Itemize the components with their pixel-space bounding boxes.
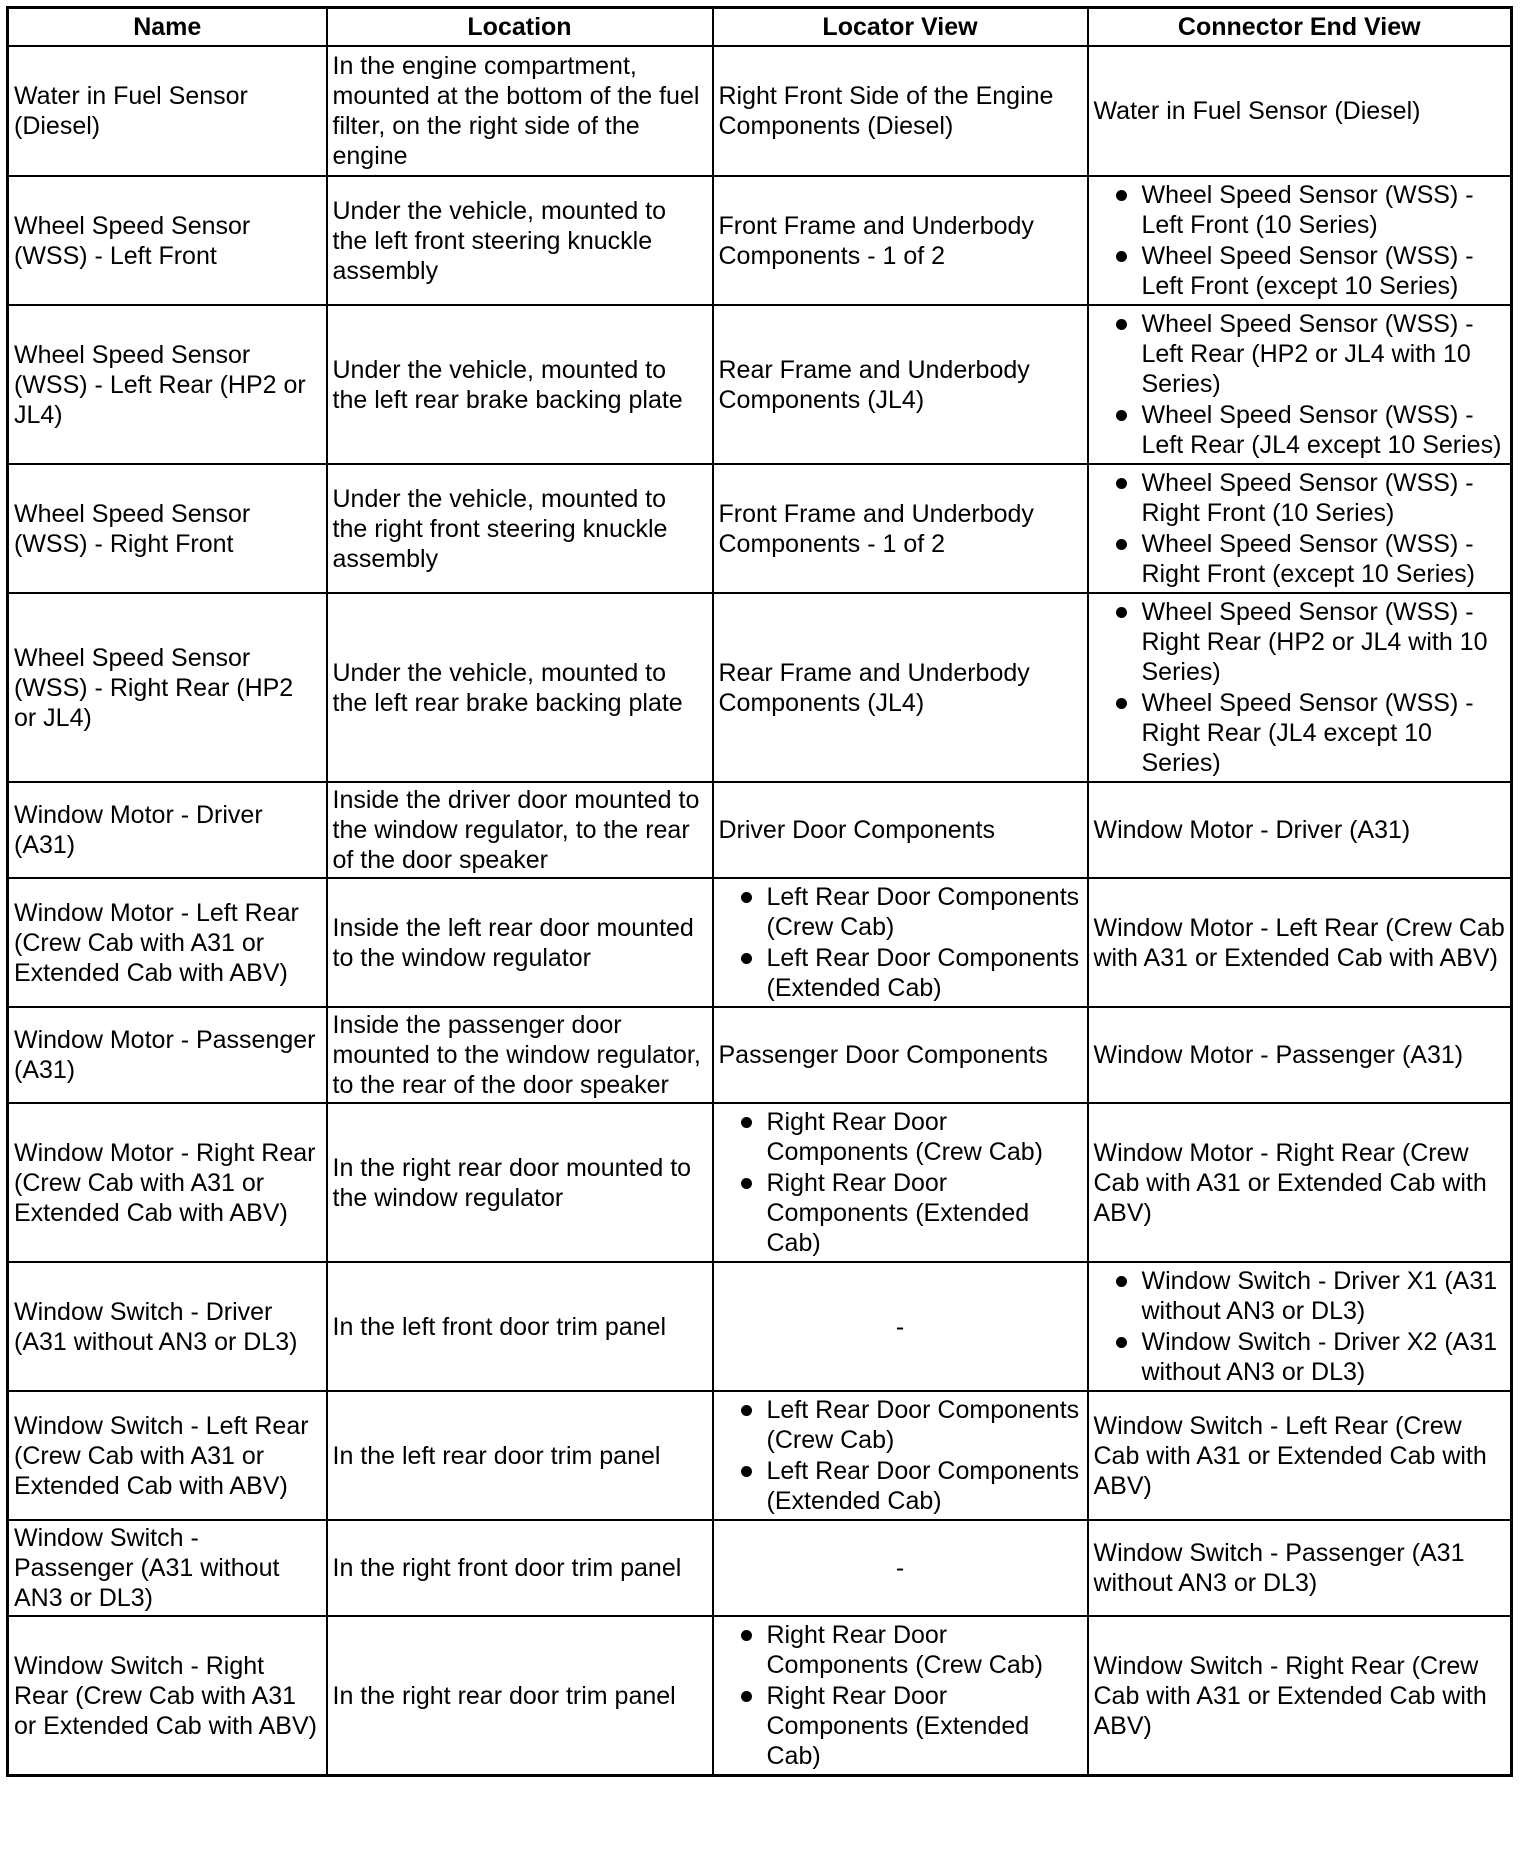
list-item: Wheel Speed Sensor (WSS) - Right Rear (HP2 or JL4 with 10 Series) [1094, 597, 1506, 687]
cell-connector-end-view: Window Switch - Passenger (A31 without AN3 or DL3) [1088, 1520, 1512, 1616]
list-item: Wheel Speed Sensor (WSS) - Right Front (10 Series) [1094, 468, 1506, 528]
table-row [8, 464, 1512, 593]
cell-connector-end-view-list [1094, 597, 1506, 778]
table-row [8, 305, 1512, 464]
cell-location: Inside the passenger door mounted to the window regulator, to the rear of the door speaker [327, 1007, 713, 1103]
list-item: Left Rear Door Components (Extended Cab) [719, 1456, 1082, 1516]
cell-connector-end-view [1088, 464, 1512, 593]
cell-name: Water in Fuel Sensor (Diesel) [8, 46, 327, 176]
list-item: Window Switch - Driver X2 (A31 without AN3 or DL3) [1094, 1327, 1506, 1387]
cell-location: Under the vehicle, mounted to the left front steering knuckle assembly [327, 176, 713, 305]
table-row [8, 1391, 1512, 1520]
component-locator-table [6, 6, 1513, 1777]
cell-locator-view: Rear Frame and Underbody Components (JL4) [713, 593, 1088, 782]
list-item: Wheel Speed Sensor (WSS) - Left Rear (JL4 except 10 Series) [1094, 400, 1506, 460]
cell-locator-view-list [719, 882, 1082, 1003]
list-item: Right Rear Door Components (Extended Cab) [719, 1168, 1082, 1258]
cell-location: Inside the left rear door mounted to the window regulator [327, 878, 713, 1007]
cell-name: Window Motor - Passenger (A31) [8, 1007, 327, 1103]
cell-location: Under the vehicle, mounted to the right front steering knuckle assembly [327, 464, 713, 593]
cell-location: Inside the driver door mounted to the window regulator, to the rear of the door speaker [327, 782, 713, 878]
cell-name: Window Motor - Driver (A31) [8, 782, 327, 878]
table-row [8, 593, 1512, 782]
cell-locator-view: - [713, 1262, 1088, 1391]
cell-name: Wheel Speed Sensor (WSS) - Left Rear (HP2 or JL4) [8, 305, 327, 464]
header-connector-end-view: Connector End View [1088, 8, 1512, 47]
cell-locator-view-list [719, 1395, 1082, 1516]
list-item: Left Rear Door Components (Crew Cab) [719, 882, 1082, 942]
cell-locator-view-list [719, 1620, 1082, 1771]
cell-locator-view: Driver Door Components [713, 782, 1088, 878]
table-row [8, 176, 1512, 305]
cell-locator-view: Right Front Side of the Engine Components (Diesel) [713, 46, 1088, 176]
cell-connector-end-view-list [1094, 180, 1506, 301]
table-row [8, 46, 1512, 176]
cell-name: Window Switch - Passenger (A31 without AN3 or DL3) [8, 1520, 327, 1616]
cell-name: Wheel Speed Sensor (WSS) - Right Front [8, 464, 327, 593]
cell-locator-view [713, 1616, 1088, 1776]
header-name: Name [8, 8, 327, 47]
cell-locator-view: Passenger Door Components [713, 1007, 1088, 1103]
cell-name: Wheel Speed Sensor (WSS) - Left Front [8, 176, 327, 305]
cell-location: Under the vehicle, mounted to the left rear brake backing plate [327, 305, 713, 464]
table-body [8, 46, 1512, 1776]
list-item: Right Rear Door Components (Crew Cab) [719, 1620, 1082, 1680]
cell-connector-end-view: Water in Fuel Sensor (Diesel) [1088, 46, 1512, 176]
list-item: Right Rear Door Components (Extended Cab) [719, 1681, 1082, 1771]
component-locator-table-wrapper [6, 6, 1510, 1777]
cell-location: In the right rear door trim panel [327, 1616, 713, 1776]
header-locator-view: Locator View [713, 8, 1088, 47]
table-row [8, 1262, 1512, 1391]
cell-location: In the right front door trim panel [327, 1520, 713, 1616]
cell-locator-view [713, 878, 1088, 1007]
cell-connector-end-view: Window Switch - Left Rear (Crew Cab with A31 or Extended Cab with ABV) [1088, 1391, 1512, 1520]
cell-locator-view: - [713, 1520, 1088, 1616]
cell-name: Wheel Speed Sensor (WSS) - Right Rear (HP2 or JL4) [8, 593, 327, 782]
cell-name: Window Motor - Right Rear (Crew Cab with A31 or Extended Cab with ABV) [8, 1103, 327, 1262]
cell-location: In the left rear door trim panel [327, 1391, 713, 1520]
header-location: Location [327, 8, 713, 47]
cell-connector-end-view: Window Motor - Passenger (A31) [1088, 1007, 1512, 1103]
list-item: Wheel Speed Sensor (WSS) - Left Front (10 Series) [1094, 180, 1506, 240]
cell-connector-end-view [1088, 176, 1512, 305]
cell-locator-view: Rear Frame and Underbody Components (JL4) [713, 305, 1088, 464]
cell-locator-view [713, 1103, 1088, 1262]
cell-connector-end-view: Window Motor - Left Rear (Crew Cab with A31 or Extended Cab with ABV) [1088, 878, 1512, 1007]
cell-location: Under the vehicle, mounted to the left rear brake backing plate [327, 593, 713, 782]
cell-connector-end-view [1088, 593, 1512, 782]
cell-location: In the engine compartment, mounted at the bottom of the fuel filter, on the right side of the engine [327, 46, 713, 176]
cell-connector-end-view-list [1094, 309, 1506, 460]
table-row [8, 1520, 1512, 1616]
cell-locator-view [713, 1391, 1088, 1520]
cell-connector-end-view: Window Motor - Right Rear (Crew Cab with A31 or Extended Cab with ABV) [1088, 1103, 1512, 1262]
list-item: Wheel Speed Sensor (WSS) - Left Rear (HP2 or JL4 with 10 Series) [1094, 309, 1506, 399]
cell-name: Window Switch - Right Rear (Crew Cab with A31 or Extended Cab with ABV) [8, 1616, 327, 1776]
list-item: Wheel Speed Sensor (WSS) - Right Front (except 10 Series) [1094, 529, 1506, 589]
table-row [8, 782, 1512, 878]
cell-connector-end-view-list [1094, 468, 1506, 589]
table-row [8, 1007, 1512, 1103]
list-item: Wheel Speed Sensor (WSS) - Left Front (except 10 Series) [1094, 241, 1506, 301]
list-item: Left Rear Door Components (Extended Cab) [719, 943, 1082, 1003]
cell-location: In the left front door trim panel [327, 1262, 713, 1391]
table-row [8, 1616, 1512, 1776]
cell-connector-end-view [1088, 1262, 1512, 1391]
list-item: Right Rear Door Components (Crew Cab) [719, 1107, 1082, 1167]
cell-locator-view: Front Frame and Underbody Components - 1 of 2 [713, 464, 1088, 593]
list-item: Wheel Speed Sensor (WSS) - Right Rear (JL4 except 10 Series) [1094, 688, 1506, 778]
cell-name: Window Switch - Left Rear (Crew Cab with A31 or Extended Cab with ABV) [8, 1391, 327, 1520]
cell-location: In the right rear door mounted to the window regulator [327, 1103, 713, 1262]
table-row [8, 878, 1512, 1007]
header-row [8, 8, 1512, 47]
cell-connector-end-view [1088, 305, 1512, 464]
table-row [8, 1103, 1512, 1262]
cell-locator-view: Front Frame and Underbody Components - 1 of 2 [713, 176, 1088, 305]
list-item: Window Switch - Driver X1 (A31 without AN3 or DL3) [1094, 1266, 1506, 1326]
cell-name: Window Switch - Driver (A31 without AN3 or DL3) [8, 1262, 327, 1391]
cell-connector-end-view: Window Switch - Right Rear (Crew Cab with A31 or Extended Cab with ABV) [1088, 1616, 1512, 1776]
cell-connector-end-view-list [1094, 1266, 1506, 1387]
cell-name: Window Motor - Left Rear (Crew Cab with A31 or Extended Cab with ABV) [8, 878, 327, 1007]
cell-connector-end-view: Window Motor - Driver (A31) [1088, 782, 1512, 878]
cell-locator-view-list [719, 1107, 1082, 1258]
list-item: Left Rear Door Components (Crew Cab) [719, 1395, 1082, 1455]
